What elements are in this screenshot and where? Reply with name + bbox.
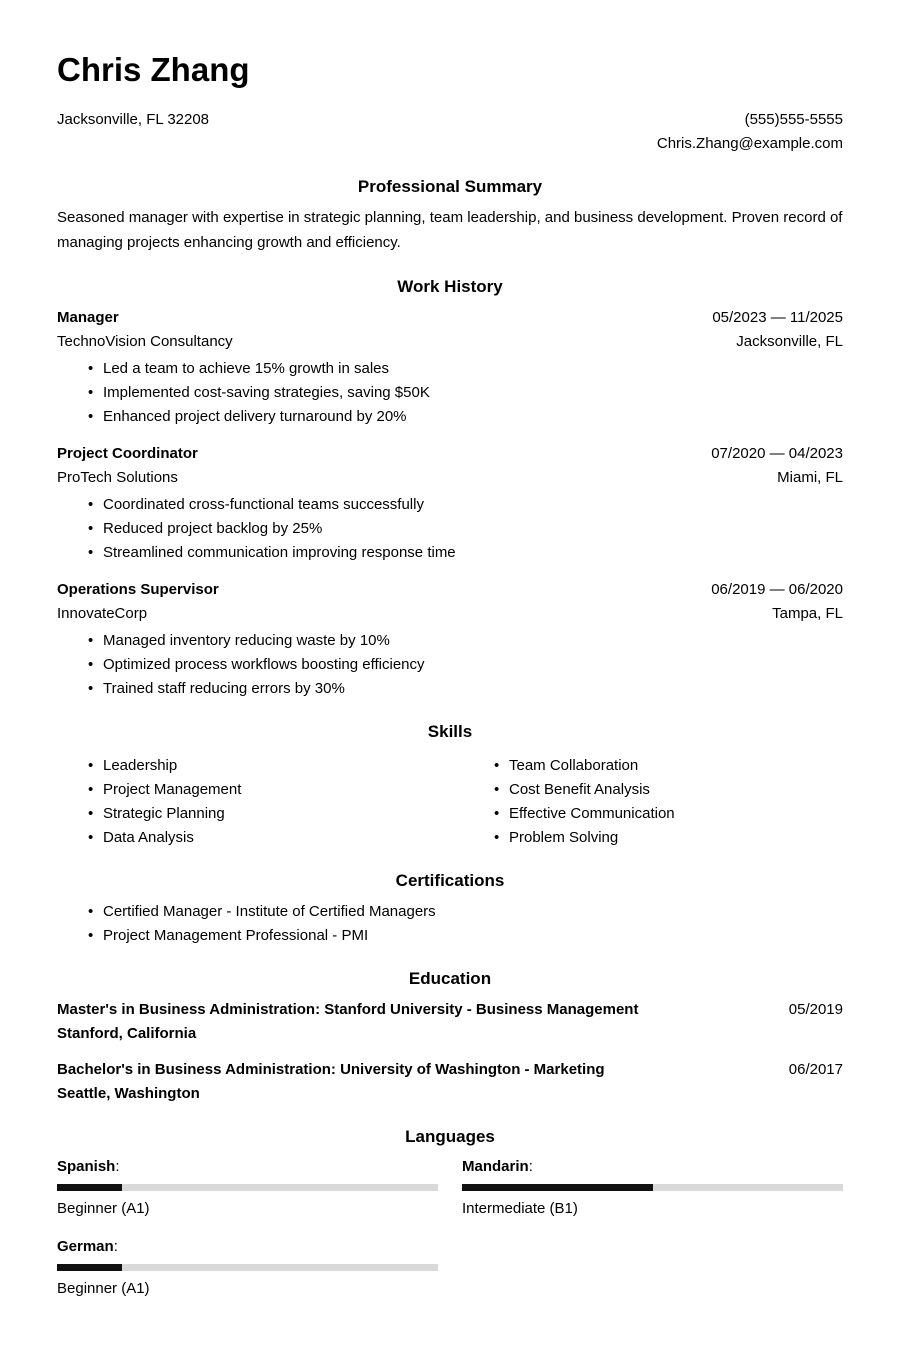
job-location: Tampa, FL (772, 604, 843, 622)
job-dates: 07/2020 — 04/2023 (711, 444, 843, 462)
language-proficiency-fill (57, 1184, 122, 1191)
skill-item: • Team Collaboration (494, 754, 843, 778)
job-company: ProTech Solutions (57, 468, 178, 486)
job-bullet: • Optimized process workflows boosting efficiency (88, 653, 843, 677)
certifications-list (57, 900, 843, 948)
work-history-heading: Work History (397, 276, 503, 296)
language-proficiency-fill (57, 1264, 122, 1271)
skill-item: • Effective Communication (494, 802, 843, 826)
certification-item: • Certified Manager - Institute of Certified Managers (88, 900, 843, 924)
language-name: German (57, 1237, 114, 1255)
language-level: Intermediate (B1) (462, 1200, 578, 1218)
skill-item: • Cost Benefit Analysis (494, 778, 843, 802)
skills-heading: Skills (427, 721, 473, 741)
education-degree: Master's in Business Administration: Stanford University - Business Management (57, 1000, 639, 1018)
candidate-name: Chris Zhang (57, 51, 250, 88)
skills-columns (57, 751, 843, 850)
languages-heading: Languages (405, 1126, 495, 1146)
job-location: Jacksonville, FL (736, 332, 843, 350)
language-item (462, 1156, 843, 1221)
job-entry (57, 442, 843, 565)
job-dates: 05/2023 — 11/2025 (712, 308, 843, 326)
contact-phone: (555)555-5555 (744, 111, 843, 129)
education-entry (57, 1058, 843, 1106)
job-bullet-list (57, 493, 843, 565)
job-title: Project Coordinator (57, 444, 198, 462)
job-bullet: • Streamlined communication improving response time (88, 541, 843, 565)
language-item (57, 1156, 438, 1221)
language-name: Mandarin (462, 1157, 529, 1175)
education-date: 05/2019 (788, 1000, 843, 1018)
contact-row (57, 108, 843, 156)
contact-right (657, 108, 843, 156)
job-bullet: • Implemented cost-saving strategies, saving $50K (88, 381, 843, 405)
education-location: Seattle, Washington (57, 1084, 200, 1102)
job-company: TechnoVision Consultancy (57, 332, 233, 350)
job-entry (57, 306, 843, 429)
job-bullet: • Reduced project backlog by 25% (88, 517, 843, 541)
job-title: Operations Supervisor (57, 580, 219, 598)
education-entry (57, 998, 843, 1046)
job-bullet-list (57, 357, 843, 429)
language-colon: : (528, 1157, 533, 1175)
summary-heading: Professional Summary (357, 177, 543, 197)
job-title: Manager (57, 308, 119, 326)
job-entry (57, 578, 843, 701)
job-dates: 06/2019 — 06/2020 (711, 580, 843, 598)
languages-grid (57, 1156, 843, 1301)
job-bullet: • Managed inventory reducing waste by 10% (88, 629, 843, 653)
skills-column-1 (57, 754, 437, 850)
skill-item: • Project Management (88, 778, 437, 802)
skill-item: • Strategic Planning (88, 802, 437, 826)
skill-item: • Data Analysis (88, 826, 437, 850)
job-company: InnovateCorp (57, 604, 148, 622)
language-proficiency-bar (57, 1184, 438, 1191)
skill-item: • Problem Solving (494, 826, 843, 850)
education-degree: Bachelor's in Business Administration: University of Washington - Marketing (57, 1060, 605, 1078)
education-heading: Education (408, 968, 492, 988)
job-bullet: • Led a team to achieve 15% growth in sales (88, 357, 843, 381)
certification-item: • Project Management Professional - PMI (88, 924, 843, 948)
language-name: Spanish (57, 1157, 116, 1175)
job-bullet-list (57, 629, 843, 701)
summary-text: Seasoned manager with expertise in strategic planning, team leadership, and business development. Proven record of managing projects enhancing growth and efficiency. (57, 209, 843, 252)
job-bullet: • Enhanced project delivery turnaround by 20% (88, 405, 843, 429)
skills-column-2 (463, 754, 843, 850)
language-proficiency-bar (462, 1184, 843, 1191)
language-level: Beginner (A1) (57, 1280, 150, 1298)
education-date: 06/2017 (788, 1060, 843, 1078)
language-proficiency-fill (462, 1184, 653, 1191)
education-location: Stanford, California (57, 1024, 197, 1042)
language-proficiency-bar (57, 1264, 438, 1271)
language-colon: : (115, 1157, 120, 1175)
language-item (57, 1236, 438, 1301)
language-level: Beginner (A1) (57, 1200, 150, 1218)
contact-location: Jacksonville, FL 32208 (57, 111, 210, 129)
language-colon: : (113, 1237, 118, 1255)
skill-item: • Leadership (88, 754, 437, 778)
job-bullet: • Coordinated cross-functional teams successfully (88, 493, 843, 517)
job-location: Miami, FL (777, 468, 843, 486)
certifications-heading: Certifications (395, 870, 505, 890)
job-bullet: • Trained staff reducing errors by 30% (88, 677, 843, 701)
contact-email: Chris.Zhang@example.com (656, 135, 843, 153)
